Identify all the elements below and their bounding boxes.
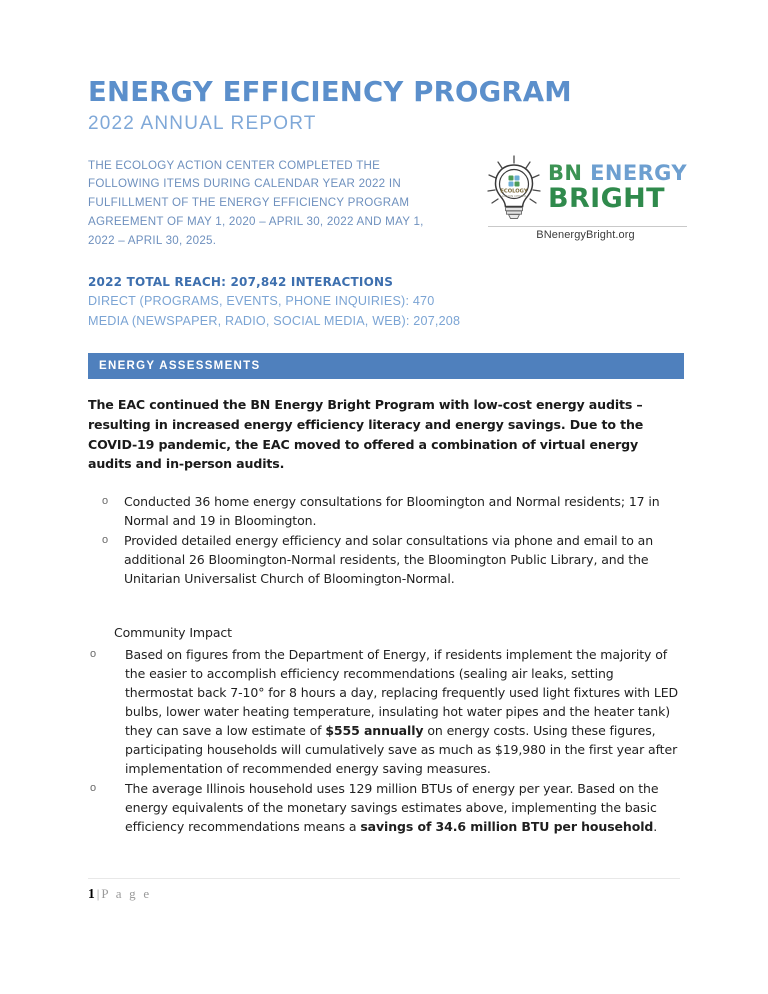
page-title: ENERGY EFFICIENCY PROGRAM xyxy=(88,76,572,108)
page-subtitle: 2022 ANNUAL REPORT xyxy=(88,112,317,134)
footer-separator: | xyxy=(96,886,100,901)
media-reach-line: MEDIA (NEWSPAPER, RADIO, SOCIAL MEDIA, WEB): 207,208 xyxy=(88,313,461,328)
assessment-bullet-list xyxy=(88,492,684,588)
direct-reach-line: DIRECT (PROGRAMS, EVENTS, PHONE INQUIRIES): 470 xyxy=(88,294,435,309)
footer-page-indicator xyxy=(88,886,680,902)
impact-highlight-savings: $555 annually xyxy=(325,722,424,738)
list-item xyxy=(88,645,684,778)
header-row xyxy=(88,155,687,251)
footer-page-word: P a g e xyxy=(101,886,152,901)
list-item-text xyxy=(125,781,658,834)
lightbulb-icon xyxy=(482,153,546,223)
impact-text-part: . xyxy=(653,818,658,834)
intro-line: 2022 – APRIL 30, 2025. xyxy=(88,234,217,248)
list-item xyxy=(88,531,684,588)
intro-line: THE ECOLOGY ACTION CENTER COMPLETED THE xyxy=(88,158,381,172)
impact-highlight-btu: savings of 34.6 million BTU per household xyxy=(360,818,654,834)
page-content xyxy=(88,76,687,837)
intro-line: FOLLOWING ITEMS DURING CALENDAR YEAR 2022 IN xyxy=(88,177,401,191)
logo-bn-text: BN xyxy=(548,161,583,186)
bn-energy-bright-logo xyxy=(478,153,693,245)
impact-text-part: Based on figures from the Department of Energy, if residents implement the majority of the easier to accomplish efficiency recommendations (sealing air leaks, setting thermostat back 7-10° for 8 hours a day, replacing frequently used light fixtures with LED bulbs, lower water heating temperature, insulating hot water pipes and the heater tank) they can save a low estimate of xyxy=(125,646,679,738)
list-item-text: Provided detailed energy efficiency and solar consultations via phone and email to an additional 26 Bloomington-Normal residents, the Bloomington Public Library, and the Unitarian Universalist Church of Bloomington-Normal. xyxy=(124,533,654,587)
list-item-text: Conducted 36 home energy consultations for Bloomington and Normal residents; 17 in Normal and 19 in Bloomington. xyxy=(124,494,660,529)
total-reach-line: 2022 TOTAL REACH: 207,842 INTERACTIONS xyxy=(88,274,394,289)
footer-divider xyxy=(88,878,680,879)
section-banner-label: ENERGY ASSESSMENTS xyxy=(99,360,261,373)
bullet-marker-icon: o xyxy=(102,495,109,508)
ecology-badge-text: ECOLOGY xyxy=(500,188,528,195)
section-banner-energy-assessments xyxy=(88,353,684,379)
logo-url: BNenergyBright.org xyxy=(536,228,635,241)
intro-line: AGREEMENT OF MAY 1, 2020 – APRIL 30, 2022 AND MAY 1, xyxy=(88,215,424,229)
bullet-marker-icon: o xyxy=(90,781,97,794)
section-lead-paragraph: The EAC continued the BN Energy Bright Program with low-cost energy audits – resulting in increased energy efficiency literacy and energy savings. Due to the COVID-19 pandemic, the EAC moved to offered a combination of virtual energy audits and in-person audits. xyxy=(88,397,644,472)
page-footer xyxy=(88,878,680,902)
reach-statistics xyxy=(88,273,684,331)
bullet-marker-icon: o xyxy=(90,647,97,660)
logo-divider xyxy=(488,226,687,227)
footer-page-number: 1 xyxy=(88,886,95,901)
logo-energy-text: ENERGY xyxy=(590,161,687,186)
list-item xyxy=(88,779,684,836)
logo-bright-text: BRIGHT xyxy=(548,182,665,214)
community-impact-bullet-list xyxy=(88,645,684,836)
impact-text-part: on energy costs. Using these figures, participating households will cumulatively save as much as $19,980 in the first year after implementation of recommended energy saving measures. xyxy=(125,722,678,776)
list-item xyxy=(88,492,684,530)
impact-text-part: The average Illinois household uses 129 million BTUs of energy per year. Based on the energy equivalents of the monetary savings estimates above, implementing the basic efficiency recommendations means a xyxy=(125,780,659,834)
list-item-text xyxy=(125,647,678,776)
community-impact-heading: Community Impact xyxy=(114,625,232,641)
bullet-marker-icon: o xyxy=(102,534,109,547)
action-center-badge-text: ACTION CENTER xyxy=(501,193,527,198)
intro-line: FULFILLMENT OF THE ENERGY EFFICIENCY PROGRAM xyxy=(88,196,410,210)
intro-paragraph xyxy=(88,155,460,251)
